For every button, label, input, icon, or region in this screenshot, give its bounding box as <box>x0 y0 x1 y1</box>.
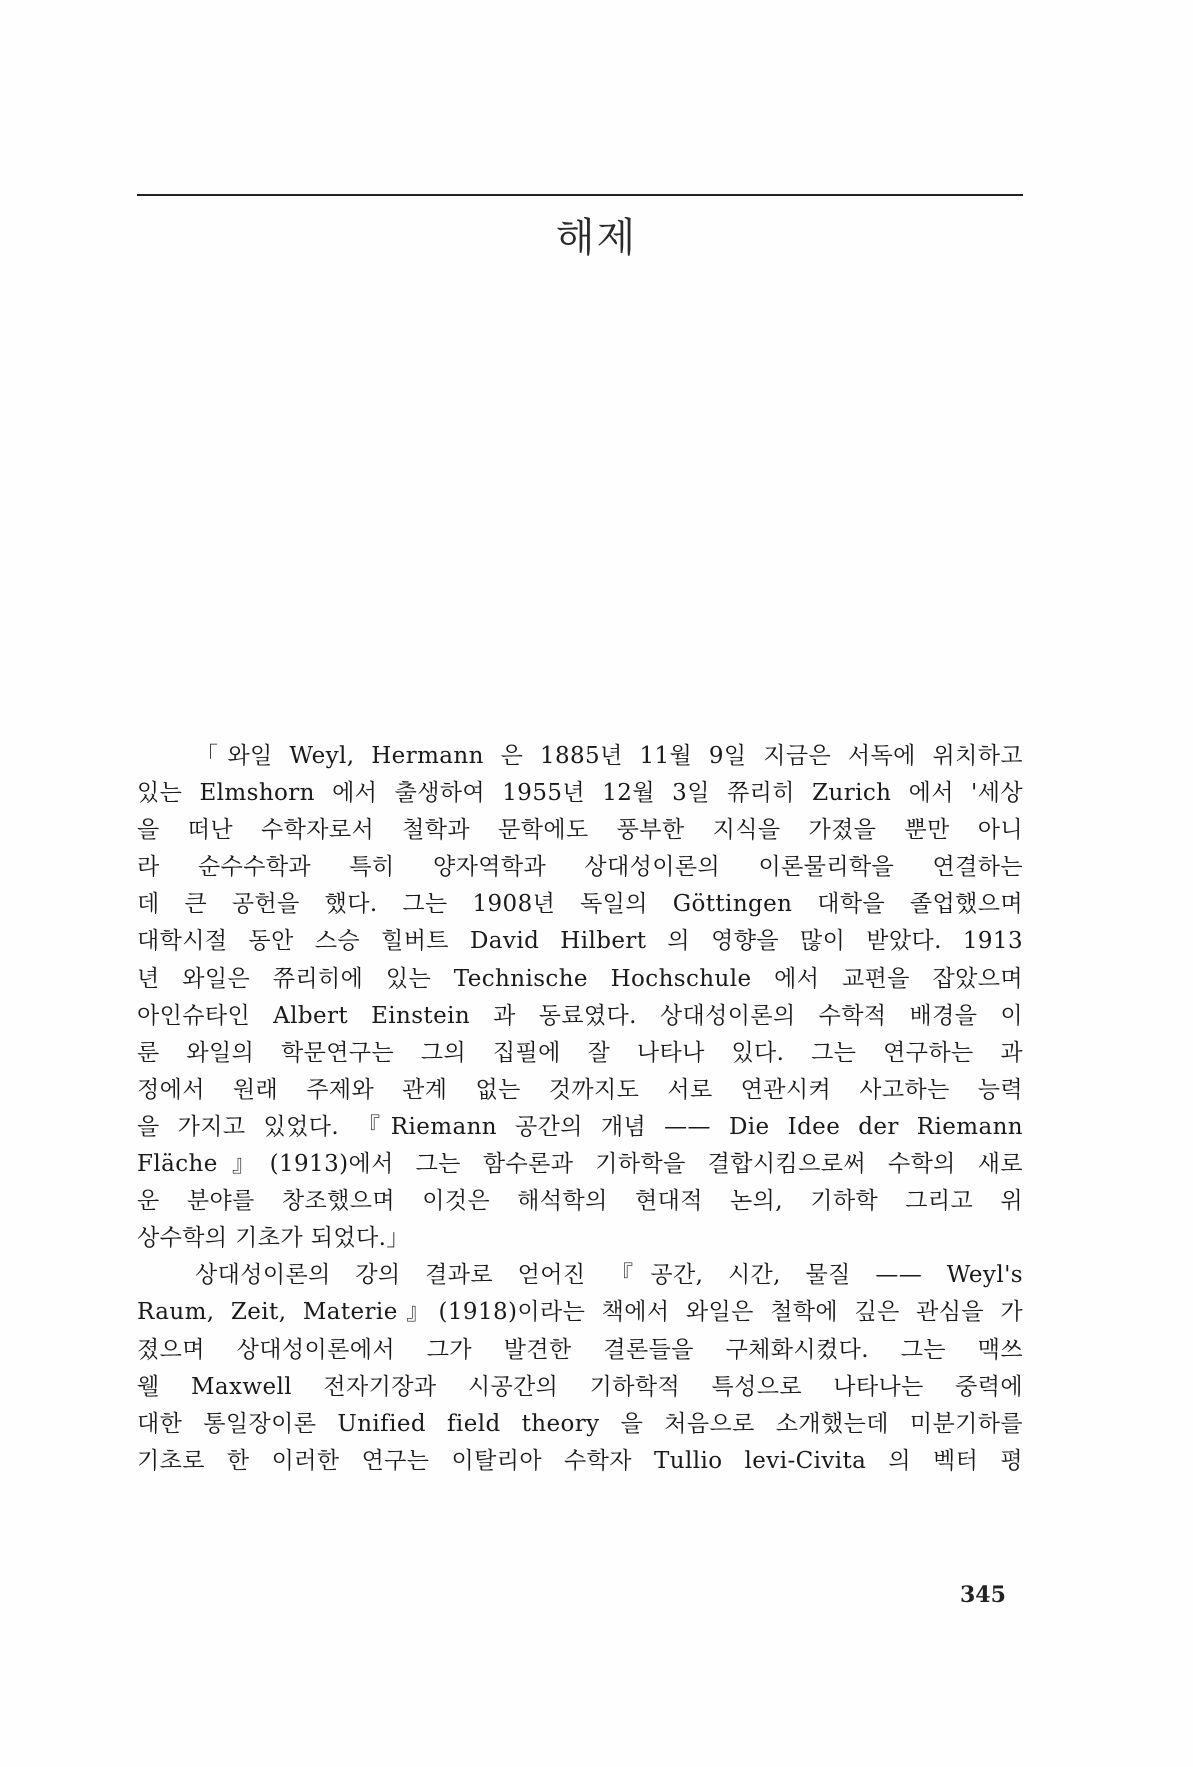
section-title: 해제 <box>555 215 638 261</box>
body-text <box>137 738 1023 1480</box>
text-line: 대학시절 동안 스승 힐버트 David Hilbert 의 영향을 많이 받았다. 1913 <box>137 928 1023 955</box>
text-line: Raum, Zeit, Materie』(1918)이라는 책에서 와일은 철학에 깊은 관심을 가 <box>137 1299 1023 1326</box>
text-line: 룬 와일의 학문연구는 그의 집필에 잘 나타나 있다. 그는 연구하는 과 <box>137 1039 1023 1066</box>
text-line: 라 순수수학과 특히 양자역학과 상대성이론의 이론물리학을 연결하는 <box>137 854 1023 881</box>
text-line: 상수학의 기초가 되었다.」 <box>137 1225 410 1252</box>
text-line: 웰 Maxwell 전자기장과 시공간의 기하학적 특성으로 나타나는 중력에 <box>137 1373 1023 1400</box>
text-line: 졌으며 상대성이론에서 그가 발견한 결론들을 구체화시켰다. 그는 맥쓰 <box>137 1336 1023 1363</box>
page-number: 345 <box>960 1582 1006 1608</box>
text-line: 을 가지고 있었다. 『Riemann 공간의 개념 —— Die Idee der Riemann <box>137 1113 1023 1140</box>
text-line: 정에서 원래 주제와 관계 없는 것까지도 서로 연관시켜 사고하는 능력 <box>137 1076 1023 1103</box>
text-line: 상대성이론의 강의 결과로 얻어진 『공간, 시간, 물질 —— Weyl's <box>195 1262 1023 1289</box>
text-line: 있는 Elmshorn 에서 출생하여 1955년 12월 3일 쮸리히 Zurich 에서 '세상 <box>137 780 1023 807</box>
text-line: 「와일 Weyl, Hermann 은 1885년 11월 9일 지금은 서독에 위치하고 <box>195 743 1023 769</box>
text-line: 대한 통일장이론 Unified field theory 을 처음으로 소개했는데 미분기하를 <box>137 1410 1023 1437</box>
text-line: Fläche』(1913)에서 그는 함수론과 기하학을 결합시킴으로써 수학의 새로 <box>137 1151 1023 1178</box>
text-line: 년 와일은 쮸리히에 있는 Technische Hochschule 에서 교편을 잡았으며 <box>137 965 1023 992</box>
text-line: 아인슈타인 Albert Einstein 과 동료였다. 상대성이론의 수학적 배경을 이 <box>137 1002 1023 1029</box>
text-line: 데 큰 공헌을 했다. 그는 1908년 독일의 Göttingen 대학을 졸업했으며 <box>137 891 1023 918</box>
header-rule <box>137 194 1023 196</box>
text-line: 운 분야를 창조했으며 이것은 해석학의 현대적 논의, 기하학 그리고 위 <box>137 1188 1023 1215</box>
text-line: 을 떠난 수학자로서 철학과 문학에도 풍부한 지식을 가졌을 뿐만 아니 <box>137 817 1023 844</box>
text-line: 기초로 한 이러한 연구는 이탈리아 수학자 Tullio levi-Civita 의 벡터 평 <box>137 1447 1023 1474</box>
